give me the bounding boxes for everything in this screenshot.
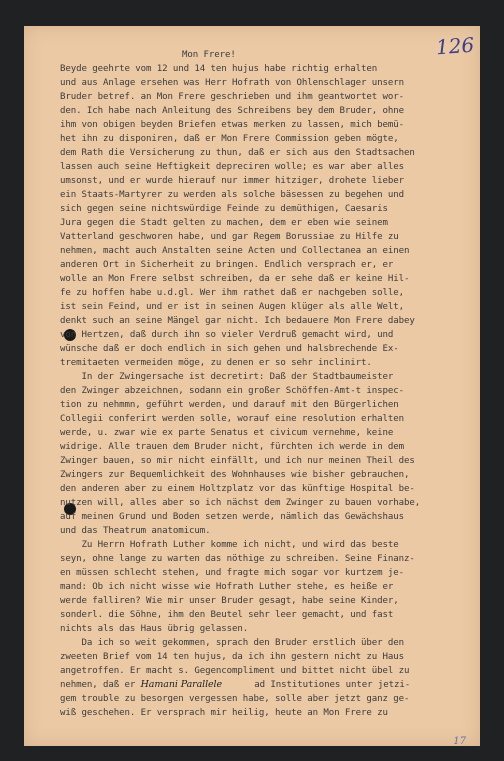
page-corner-number: 17 (453, 736, 466, 747)
letter-line: werde, u. zwar wie ex parte Senatus et civicum vernehme, keine (60, 428, 394, 438)
letter-line: werde falliren? Wie mir unser Bruder gesagt, habe seine Kinder, (60, 596, 399, 606)
letter-lines (60, 62, 480, 678)
letter-line: nutzen will, alles aber so ich nächst dem Zwinger zu bauen vorhabe, (60, 498, 421, 508)
letter-line: von Hertzen, daß durch ihn so vieler Verdruß gemacht wird, und (60, 330, 394, 340)
letter-line: gem trouble zu besorgen vergessen habe, solle aber jetzt ganz ge- (60, 694, 410, 704)
letter-line: tion zu nehmmn, geführt werden, und darauf mit den Bürgerlichen (60, 400, 399, 410)
letter-line: Vatterland geschworen habe, und gar Regem Borussiae zu Hilfe zu (60, 232, 399, 242)
letter-line: sich gegen seine nichtswürdige Feinde zu demüthigen, Caesaris (60, 204, 388, 214)
letter-line: en müssen schlecht stehen, und fragte mich sogar vor kurtzem je- (60, 568, 404, 578)
letter-line: dem Rath die Versicherung zu thun, daß er sich aus den Stadtsachen (60, 148, 415, 158)
letter-line: Collegii conferirt werden solle, worauf eine resolution erhalten (60, 414, 404, 424)
letter-line: nichts als das Haus übrig gelassen. (60, 624, 249, 634)
folio-number: 126 (435, 32, 475, 60)
letter-line-insert (60, 678, 480, 692)
letter-line: und aus Anlage ersehen was Herr Hofrath von Ohlenschlager unsern (60, 78, 404, 88)
letter-line: widrige. Alle trauen dem Bruder nicht, fürchten ich werde in dem (60, 442, 404, 452)
letter-line: den Zwinger abzeichnen, sodann ein großer Schöffen-Amt-t inspec- (60, 386, 404, 396)
letter-line: Zwingers zur Bequemlichkeit des Wohnhauses wie bisher gebrauchen, (60, 470, 410, 480)
letter-line: angetroffen. Er macht s. Gegencompliment und bittet nicht übel zu (60, 666, 410, 676)
letter-line: den. Ich habe nach Anleitung des Schreibens bey dem Bruder, ohne (60, 106, 404, 116)
letter-line: Bruder betref. an Mon Frere geschrieben und ihm geantwortet wor- (60, 92, 404, 102)
letter-line: Da ich so weit gekommen, sprach den Bruder erstlich über den (60, 638, 404, 648)
insert-prefix: nehmen, daß er (60, 680, 141, 690)
letter-line: Zu Herrn Hofrath Luther komme ich nicht, und wird das beste (60, 540, 399, 550)
letter-line: wünsche daß er doch endlich in sich gehen und halsbrechende Ex- (60, 344, 399, 354)
letter-line: anderen Ort in Sicherheit zu bringen. Endlich versprach er, er (60, 260, 394, 270)
handwritten-insert: Hamani Parallele (140, 679, 223, 690)
letter-line: seyn, ohne lange zu warten das nöthige zu schreiben. Seine Finanz- (60, 554, 415, 564)
letter-line: wolle an Mon Frere selbst schreiben, da er sehe daß er keine Hil- (60, 274, 410, 284)
letter-line: tremitaeten vermeiden möge, zu denen er so sehr inclinirt. (60, 358, 372, 368)
letter-line: und das Theatrum anatomicum. (60, 526, 211, 536)
letter-line: zweeten Brief vom 14 ten hujus, da ich ihn gestern nicht zu Haus (60, 652, 404, 662)
letter-line: mand: Ob ich nicht wisse wie Hofrath Luther stehe, es heiße er (60, 582, 394, 592)
letter-line: ihm von obigen beyden Briefen etwas merken zu lassen, mich bemü- (60, 120, 404, 130)
letter-body (60, 48, 480, 720)
letter-line: het ihn zu disponiren, daß er Mon Frere Commission geben mögte, (60, 134, 399, 144)
letter-line: wiß geschehen. Er versprach mir heilig, heute an Mon Frere zu (60, 708, 388, 718)
letter-line: auf meinen Grund und Boden setzen werde, nämlich das Gewächshaus (60, 512, 404, 522)
letter-line: Zwinger bauen, so mir nicht einfällt, und ich nur meinen Theil des (60, 456, 415, 466)
letter-line: In der Zwingersache ist decretirt: Daß der Stadtbaumeister (60, 372, 394, 382)
letter-line: denkt such an seine Mängel gar nicht. Ich bedauere Mon Frere dabey (60, 316, 415, 326)
insert-suffix: ad Institutiones unter jetzi- (222, 680, 411, 690)
letter-line: den anderen aber zu einem Holtzplatz vor das künftige Hospital be- (60, 484, 415, 494)
letter-line: ein Staats-Martyrer zu werden als solche bäsessen zu begehen und (60, 190, 404, 200)
salutation: Mon Frere! (182, 50, 236, 60)
letter-line: sonderl. die Söhne, ihm den Beutel sehr leer gemacht, und fast (60, 610, 394, 620)
letter-line: Beyde geehrte vom 12 und 14 ten hujus habe richtig erhalten (60, 64, 378, 74)
letter-line: umsonst, und er wurde hierauf nur immer hitziger, drohete lieber (60, 176, 404, 186)
letter-line: fe zu hoffen habe u.d.gl. Wer ihm rathet daß er nachgeben solle, (60, 288, 404, 298)
letter-line: ist sein Feind, und er ist in seinen Augen klüger als alle Welt, (60, 302, 404, 312)
letter-line: nehmen, macht auch Anstalten seine Acten und Collectanea an einen (60, 246, 410, 256)
letter-line: lassen auch seine Heftigkeit depreciren wolle; es war aber alles (60, 162, 404, 172)
letter-line: Jura gegen die Stadt gelten zu machen, dem er eben wie seinem (60, 218, 388, 228)
